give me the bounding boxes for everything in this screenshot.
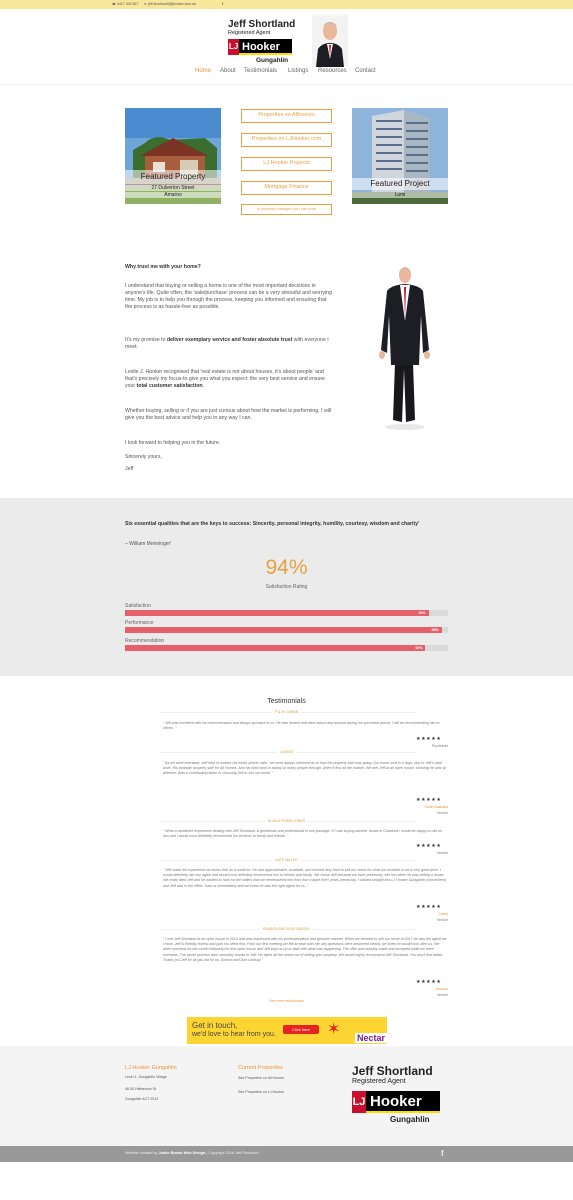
about-paragraph-2: It's my promise to deliver exemplary service and foster absolute trust with everyone I meet. bbox=[125, 337, 329, 350]
nectar-logo: Nectar bbox=[357, 1033, 386, 1043]
copyright: Website created by Justin Brown Web Design | Copyright 2016 Jeff Shortland bbox=[125, 1151, 259, 1155]
nav-resources[interactable]: Resources bbox=[318, 68, 347, 74]
testimonial-role: Vendor bbox=[436, 918, 448, 922]
property-manager-link[interactable]: A property manager you can trust bbox=[241, 204, 332, 215]
testimonial-text: “ What a wonderful experience dealing with Jeff Shortland. A gentleman and professional in one package. If I was buying another house in Canberra I would be happy to call on him and I would most definitely recommend his services to family and friends. ” bbox=[163, 829, 442, 839]
testimonial-name: P & M COMAN bbox=[0, 710, 573, 714]
testimonial-role: Purchaser bbox=[432, 744, 448, 748]
footer-brand-office: Gungahlin bbox=[390, 1115, 430, 1124]
phone-icon: ☎ bbox=[112, 2, 116, 6]
rating-value: 94% bbox=[265, 556, 308, 579]
hooker-box: Hooker bbox=[239, 39, 292, 55]
nav-contact[interactable]: Contact bbox=[355, 68, 376, 74]
lj-box: LJ bbox=[228, 39, 239, 55]
hummingbird-icon: ✶ bbox=[327, 1021, 341, 1038]
quote-author: – William Menninger' bbox=[125, 541, 172, 547]
facebook-icon[interactable]: f bbox=[222, 2, 224, 6]
projects-link[interactable]: LJ Hooker Projects bbox=[241, 157, 332, 171]
rating-label: Satisfaction Rating bbox=[265, 584, 308, 590]
email-icon: ✉ bbox=[144, 2, 147, 6]
brand-role: Registered Agent bbox=[228, 30, 271, 36]
testimonial-role: Vendor bbox=[436, 993, 448, 997]
star-rating: ★★★★★ bbox=[416, 736, 442, 742]
bar-pct-performance: 98% bbox=[431, 627, 439, 632]
bar-pct-recommendation: 93% bbox=[415, 645, 423, 650]
testimonial-location: Casey bbox=[438, 912, 448, 916]
testimonial-text: “ Jeff was excellent with his communication and always got back to us. He was honest and went above and beyond during our purchase period. I will be recommending him to others. ” bbox=[163, 721, 440, 731]
footer-allhomes-link[interactable]: See Properties on All Homes bbox=[238, 1076, 284, 1080]
brand-office: Gungahlin bbox=[256, 57, 289, 64]
testimonial-name: KATE MILLER bbox=[0, 858, 573, 862]
bar-fill-satisfaction bbox=[125, 610, 429, 616]
footer-brand-role: Registered Agent bbox=[352, 1078, 406, 1085]
agent-headshot bbox=[312, 15, 348, 67]
site-logo[interactable] bbox=[226, 15, 350, 71]
featured-property-address: 27 Dulverton Street bbox=[125, 185, 221, 191]
bar-performance bbox=[125, 627, 448, 633]
about-paragraph-5: I look forward to helping you in the future. bbox=[125, 440, 221, 446]
testimonial-location: Amaroo bbox=[435, 987, 448, 991]
brand-name: Jeff Shortland bbox=[228, 19, 296, 30]
menninger-quote: Six essential qualities that are the keys to success: Sincerity, personal integrity, humility, courtesy, wisdom and charity' bbox=[125, 521, 420, 527]
about-paragraph-3: Leslie J. Hooker recognised that 'real estate is not about houses, it's about people' and that's precisely my focus-to give you what you expect: the very best service and ensure your total customer satisfaction. bbox=[125, 369, 325, 389]
testimonial-name: SHARON AND DON LINDSAY bbox=[0, 927, 573, 931]
footer-lj-box: LJ bbox=[352, 1091, 366, 1113]
footer-address-3: Gungahlin ACT 2912 bbox=[125, 1097, 159, 1101]
footer-brand-name: Jeff Shortland bbox=[352, 1064, 433, 1078]
nav-home[interactable]: Home bbox=[195, 68, 212, 74]
site-footer bbox=[0, 1046, 573, 1146]
star-rating: ★★★★★ bbox=[416, 843, 442, 849]
testimonial-text: “ I met Jeff Shortland at an open house in 2014 and was impressed with his professionalism and genuine manner. When we decided to sell our home in 2017 he was the agent we chose. Jeff is friendly honest and puts his client first. From our first meeting we felt at ease with him any questions were answered clearly, we knew he would look after us. We were overseas for the month following the first open house and Jeff kept us up to date with what was happening. The offer was actually made and accepted while we were overseas. The whole process went smoothly thanks to Jeff. He takes all the stress out of selling your property. We would highly recommend Jeff Shortland. You won't find better. Thank you Jeff for all you did for us. Sharon and Don Lindsay ” bbox=[163, 937, 447, 962]
footer-address-2: 46-50 Hibberson St bbox=[125, 1087, 156, 1091]
testimonials-title: Testimonials bbox=[267, 698, 306, 705]
top-bar bbox=[0, 0, 573, 9]
contact-banner[interactable] bbox=[187, 1017, 387, 1044]
star-rating: ★★★★★ bbox=[416, 797, 442, 803]
testimonial-role: Vendor bbox=[436, 811, 448, 815]
testimonial-role: Vendor bbox=[436, 851, 448, 855]
testimonial-text: “ Jeff made the experience as stress free as it could be. He was approachable, available, and worked very hard to sell our home for what we consider to be a very good price. I would definitely use him again and would most definitely recommend him to friends and family. We chose Jeff because we have previously met him when he was selling a house. We really liked Jeff and he wanted to hard for the sellers that we remembered him from four maybe five!! years previously. I walked straight into LJ Hooker Gungahlin (convenient) and Jeff was in the office. Saw us immediately and we knew he was the right agent for us. ” bbox=[163, 868, 446, 888]
bar-pct-satisfaction: 94% bbox=[418, 610, 426, 615]
bar-fill-recommendation bbox=[125, 645, 425, 651]
featured-property-card[interactable] bbox=[125, 108, 221, 204]
about-heading: Why trust me with your home? bbox=[125, 264, 201, 270]
nav-listings[interactable]: Listings bbox=[288, 68, 309, 74]
phone-number[interactable]: 0417 403 827 bbox=[117, 2, 139, 6]
bottom-bar bbox=[0, 1146, 573, 1162]
bar-label-performance: Performance bbox=[125, 620, 154, 626]
testimonial-text: “ As we were interstate, Jeff kept in contact via email, phone calls.. we were always informed as to how the property sale was going. Our home sold in 4 days, due to Jeff's hard work. His fantastic property sale for All Homes. And his hard work in taking so many people through, when it first hit the market. We met Jeff at an open house, showing he was so defense. Was a contributing factor in choosing Jeff to sell our home. ” bbox=[163, 761, 447, 776]
ljhooker-link[interactable]: Properties on LJHooker.com bbox=[241, 133, 332, 147]
footer-address-1: Level 1, Gungahlin Village bbox=[125, 1075, 167, 1079]
email-link[interactable]: jeff.shortland@ljhooker.com.au bbox=[148, 2, 197, 6]
about-signoff: Sincerely yours, bbox=[125, 454, 162, 460]
star-rating: ★★★★★ bbox=[416, 979, 442, 985]
bar-satisfaction bbox=[125, 610, 448, 616]
footer-office-title: LJ Hooker Gungahlin bbox=[125, 1065, 177, 1071]
footer-logo bbox=[352, 1064, 448, 1126]
mortgage-link[interactable]: Mortgage Finance bbox=[241, 181, 332, 195]
testimonial-name: LOUISE bbox=[0, 750, 573, 754]
banner-line1: Get in touch, bbox=[192, 1021, 238, 1030]
bar-label-satisfaction: Satisfaction bbox=[125, 603, 151, 609]
banner-line2: we'd love to hear from you. bbox=[192, 1031, 276, 1038]
footer-properties-title: Current Properties bbox=[238, 1065, 283, 1071]
credit-link[interactable]: Justin Brown Web Design bbox=[158, 1151, 206, 1155]
agent-full-photo bbox=[377, 265, 433, 430]
bar-recommendation bbox=[125, 645, 448, 651]
featured-property-suburb: Amaroo bbox=[125, 192, 221, 198]
about-paragraph-1: I understand that buying or selling a home is one of the most important decisions in anyone's life. Quite often, the 'sale/purchase' process can be a very stressful and worrying time. My job is to help you through the process, keeping you informed and ensuring that the process is as hassle-free as possible. bbox=[125, 283, 332, 310]
featured-project-name: Lumi bbox=[352, 192, 448, 198]
featured-property-title: Featured Property bbox=[125, 170, 221, 184]
nav-testimonials[interactable]: Testimonials bbox=[244, 68, 278, 74]
footer-hooker-box: Hooker bbox=[366, 1091, 440, 1113]
bar-fill-performance bbox=[125, 627, 442, 633]
testimonial-name: ALAN & ROBIN JONES bbox=[0, 819, 573, 823]
featured-project-title: Featured Project bbox=[352, 178, 448, 190]
nav-about[interactable]: About bbox=[220, 68, 236, 74]
about-signature: Jeff bbox=[125, 466, 134, 472]
more-testimonials-link[interactable]: See more testimonials bbox=[269, 999, 304, 1003]
banner-cta-button[interactable]: Click here bbox=[283, 1025, 319, 1034]
star-rating: ★★★★★ bbox=[416, 904, 442, 910]
site-header bbox=[0, 9, 573, 85]
footer-ljhooker-link[interactable]: See Properties on LJ Hooker bbox=[238, 1090, 285, 1094]
bar-label-recommendation: Recommendation bbox=[125, 638, 165, 644]
featured-project-card[interactable] bbox=[352, 108, 448, 204]
about-paragraph-4: Whether buying, selling or if you are just curious about how the market is performing, I will give you the best advice and help you in any way I can. bbox=[125, 408, 332, 421]
allhomes-link[interactable]: Properties on Allhomes bbox=[241, 109, 332, 123]
testimonial-location: South Australia bbox=[424, 805, 448, 809]
footer-facebook-icon[interactable]: f bbox=[441, 1149, 444, 1158]
